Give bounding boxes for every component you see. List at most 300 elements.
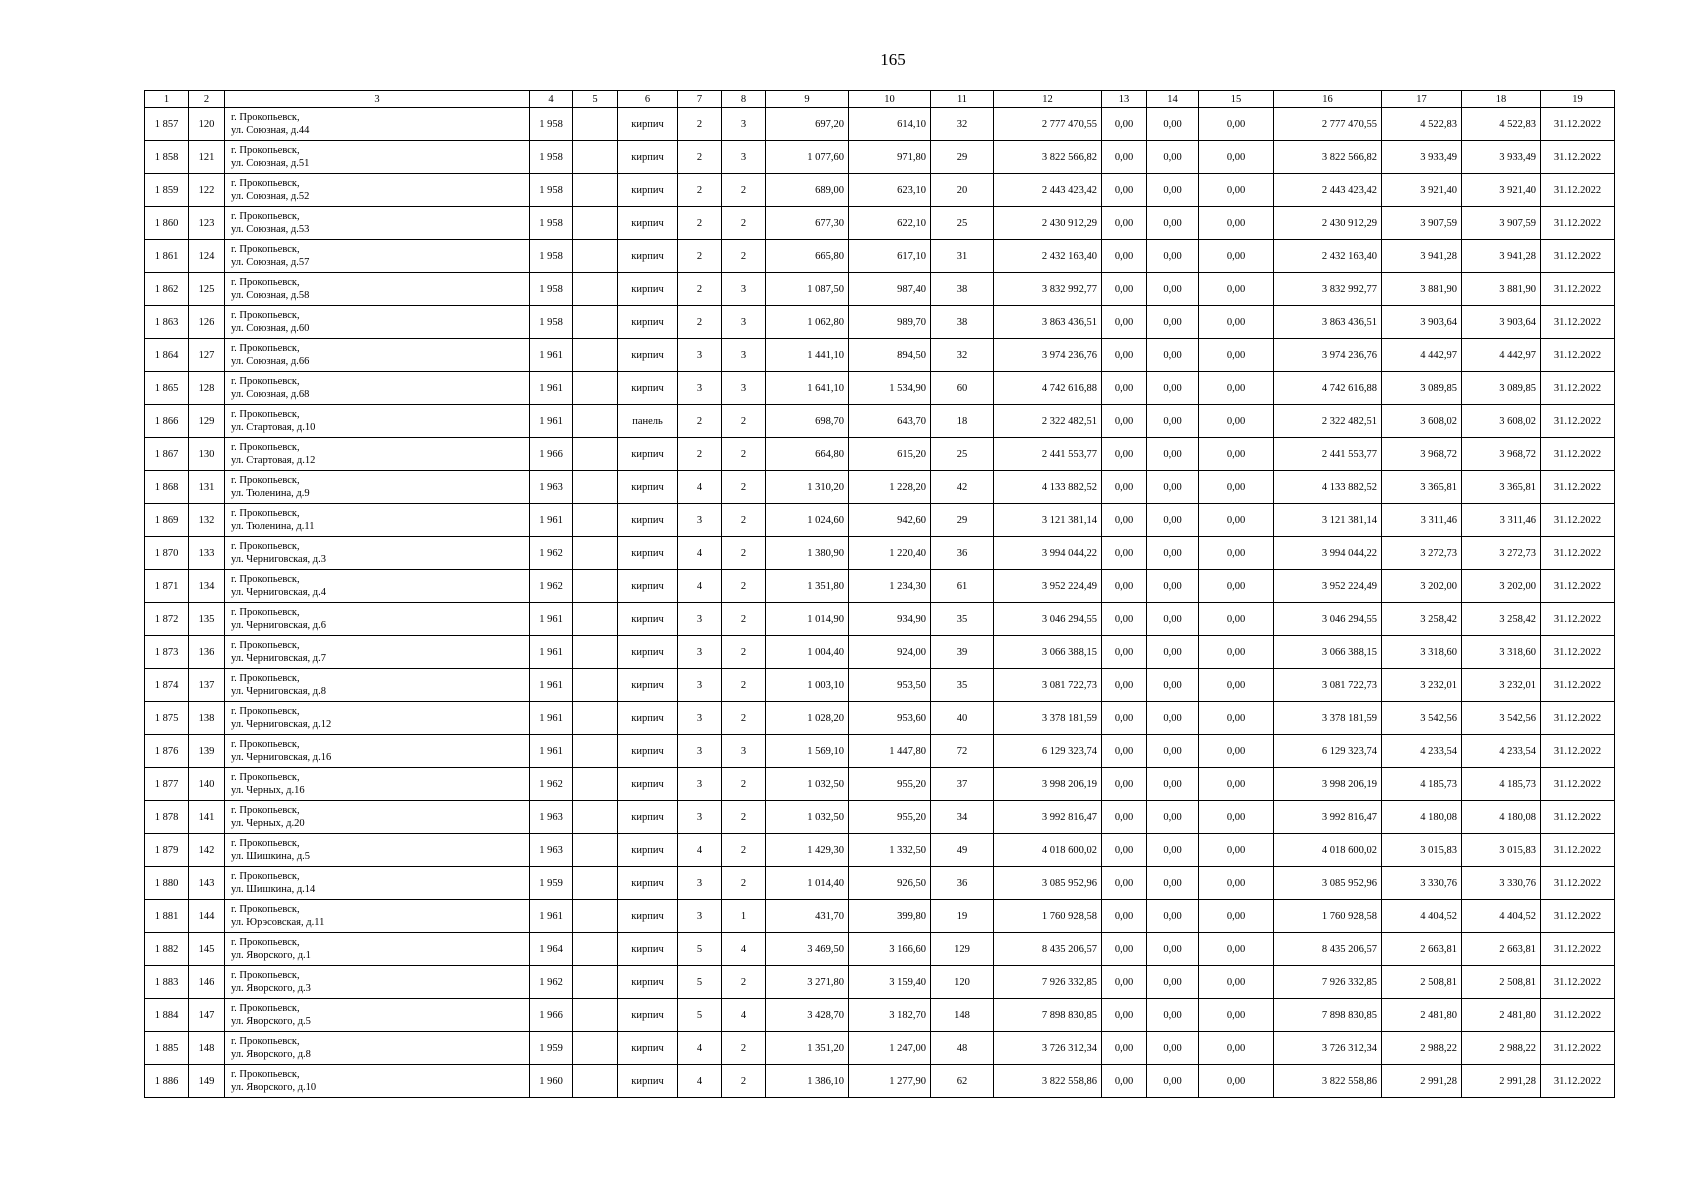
address-cell xyxy=(225,669,530,702)
cell-fl: 2 xyxy=(678,108,722,141)
cell-a9: 3 469,50 xyxy=(766,933,849,966)
cell-ent: 3 xyxy=(722,372,766,405)
cell-a9: 1 004,40 xyxy=(766,636,849,669)
table-row xyxy=(145,504,1615,537)
cell-mat: кирпич xyxy=(618,768,678,801)
cell-n: 1 872 xyxy=(145,603,189,636)
cell-c5 xyxy=(573,504,618,537)
cell-n: 1 857 xyxy=(145,108,189,141)
cell-fl: 3 xyxy=(678,372,722,405)
table-row xyxy=(145,834,1615,867)
address-cell xyxy=(225,339,530,372)
address-street: ул. Союзная, д.44 xyxy=(231,125,310,136)
cell-c18: 3 232,01 xyxy=(1462,669,1541,702)
address-cell xyxy=(225,735,530,768)
cell-a9: 1 386,10 xyxy=(766,1065,849,1098)
cell-fl: 3 xyxy=(678,669,722,702)
cell-fl: 2 xyxy=(678,438,722,471)
address-street: ул. Союзная, д.57 xyxy=(231,257,310,268)
address-cell xyxy=(225,504,530,537)
cell-c13: 0,00 xyxy=(1102,669,1147,702)
column-header-1: 1 xyxy=(145,91,189,108)
cell-a9: 1 351,80 xyxy=(766,570,849,603)
cell-year: 1 958 xyxy=(530,174,573,207)
cell-a9: 1 429,30 xyxy=(766,834,849,867)
cell-c14: 0,00 xyxy=(1147,636,1199,669)
cell-a9: 1 032,50 xyxy=(766,801,849,834)
address-city: г. Прокопьевск, xyxy=(231,640,300,651)
cell-date: 31.12.2022 xyxy=(1541,537,1615,570)
address-cell xyxy=(225,570,530,603)
cell-mat: кирпич xyxy=(618,900,678,933)
cell-idx: 147 xyxy=(189,999,225,1032)
cell-c18: 3 330,76 xyxy=(1462,867,1541,900)
address-street: ул. Юрэсовская, д.11 xyxy=(231,917,325,928)
cell-c18: 3 941,28 xyxy=(1462,240,1541,273)
cell-c14: 0,00 xyxy=(1147,108,1199,141)
cell-c18: 2 988,22 xyxy=(1462,1032,1541,1065)
cell-c17: 3 089,85 xyxy=(1382,372,1462,405)
cell-c14: 0,00 xyxy=(1147,1032,1199,1065)
cell-ent: 2 xyxy=(722,966,766,999)
cell-c11: 31 xyxy=(931,240,994,273)
cell-a9: 1 024,60 xyxy=(766,504,849,537)
cell-c15: 0,00 xyxy=(1199,735,1274,768)
cell-year: 1 966 xyxy=(530,438,573,471)
cell-n: 1 869 xyxy=(145,504,189,537)
cell-a10: 623,10 xyxy=(849,174,931,207)
cell-idx: 129 xyxy=(189,405,225,438)
cell-c18: 2 991,28 xyxy=(1462,1065,1541,1098)
cell-a9: 1 351,20 xyxy=(766,1032,849,1065)
cell-year: 1 961 xyxy=(530,900,573,933)
column-header-19: 19 xyxy=(1541,91,1615,108)
cell-c16: 3 992 816,47 xyxy=(1274,801,1382,834)
cell-mat: кирпич xyxy=(618,801,678,834)
cell-date: 31.12.2022 xyxy=(1541,933,1615,966)
cell-a10: 955,20 xyxy=(849,768,931,801)
cell-n: 1 874 xyxy=(145,669,189,702)
cell-c5 xyxy=(573,801,618,834)
cell-idx: 120 xyxy=(189,108,225,141)
cell-idx: 146 xyxy=(189,966,225,999)
cell-c14: 0,00 xyxy=(1147,504,1199,537)
cell-c16: 6 129 323,74 xyxy=(1274,735,1382,768)
cell-fl: 3 xyxy=(678,900,722,933)
cell-fl: 2 xyxy=(678,207,722,240)
cell-c11: 35 xyxy=(931,603,994,636)
cell-ent: 2 xyxy=(722,1032,766,1065)
address-street: ул. Черных, д.20 xyxy=(231,818,305,829)
column-header-10: 10 xyxy=(849,91,931,108)
cell-c17: 2 508,81 xyxy=(1382,966,1462,999)
cell-mat: кирпич xyxy=(618,867,678,900)
column-header-3: 3 xyxy=(225,91,530,108)
cell-a9: 1 087,50 xyxy=(766,273,849,306)
cell-fl: 4 xyxy=(678,834,722,867)
cell-fl: 4 xyxy=(678,537,722,570)
cell-c11: 148 xyxy=(931,999,994,1032)
cell-n: 1 884 xyxy=(145,999,189,1032)
cell-date: 31.12.2022 xyxy=(1541,603,1615,636)
cell-a10: 3 166,60 xyxy=(849,933,931,966)
cell-c18: 3 318,60 xyxy=(1462,636,1541,669)
address-city: г. Прокопьевск, xyxy=(231,409,300,420)
cell-fl: 3 xyxy=(678,504,722,537)
cell-c17: 3 272,73 xyxy=(1382,537,1462,570)
cell-ent: 2 xyxy=(722,801,766,834)
address-city: г. Прокопьевск, xyxy=(231,310,300,321)
cell-c15: 0,00 xyxy=(1199,768,1274,801)
cell-c12: 4 018 600,02 xyxy=(994,834,1102,867)
address-street: ул. Черниговская, д.16 xyxy=(231,752,332,763)
table-body xyxy=(145,108,1615,1098)
address-city: г. Прокопьевск, xyxy=(231,805,300,816)
cell-c16: 3 085 952,96 xyxy=(1274,867,1382,900)
cell-idx: 122 xyxy=(189,174,225,207)
column-header-17: 17 xyxy=(1382,91,1462,108)
cell-ent: 2 xyxy=(722,207,766,240)
column-header-13: 13 xyxy=(1102,91,1147,108)
cell-c12: 2 441 553,77 xyxy=(994,438,1102,471)
cell-c12: 3 066 388,15 xyxy=(994,636,1102,669)
cell-c5 xyxy=(573,240,618,273)
cell-fl: 4 xyxy=(678,570,722,603)
cell-c15: 0,00 xyxy=(1199,867,1274,900)
table-row xyxy=(145,240,1615,273)
cell-n: 1 881 xyxy=(145,900,189,933)
table-row xyxy=(145,933,1615,966)
cell-ent: 2 xyxy=(722,240,766,273)
table-row xyxy=(145,339,1615,372)
cell-c13: 0,00 xyxy=(1102,108,1147,141)
cell-c11: 72 xyxy=(931,735,994,768)
cell-c5 xyxy=(573,966,618,999)
cell-n: 1 877 xyxy=(145,768,189,801)
cell-c15: 0,00 xyxy=(1199,438,1274,471)
cell-n: 1 867 xyxy=(145,438,189,471)
cell-c11: 39 xyxy=(931,636,994,669)
column-header-5: 5 xyxy=(573,91,618,108)
cell-a10: 934,90 xyxy=(849,603,931,636)
cell-n: 1 879 xyxy=(145,834,189,867)
address-city: г. Прокопьевск, xyxy=(231,739,300,750)
cell-c15: 0,00 xyxy=(1199,174,1274,207)
cell-c16: 7 898 830,85 xyxy=(1274,999,1382,1032)
cell-c17: 3 232,01 xyxy=(1382,669,1462,702)
cell-mat: кирпич xyxy=(618,339,678,372)
cell-a10: 3 182,70 xyxy=(849,999,931,1032)
address-cell xyxy=(225,240,530,273)
cell-a10: 942,60 xyxy=(849,504,931,537)
cell-c12: 7 926 332,85 xyxy=(994,966,1102,999)
cell-mat: кирпич xyxy=(618,174,678,207)
address-street: ул. Тюленина, д.9 xyxy=(231,488,310,499)
column-header-2: 2 xyxy=(189,91,225,108)
address-city: г. Прокопьевск, xyxy=(231,904,300,915)
address-street: ул. Яворского, д.10 xyxy=(231,1082,317,1093)
cell-mat: кирпич xyxy=(618,702,678,735)
cell-c16: 7 926 332,85 xyxy=(1274,966,1382,999)
cell-year: 1 961 xyxy=(530,735,573,768)
cell-a10: 1 277,90 xyxy=(849,1065,931,1098)
address-street: ул. Черниговская, д.12 xyxy=(231,719,332,730)
cell-ent: 3 xyxy=(722,735,766,768)
cell-c16: 3 952 224,49 xyxy=(1274,570,1382,603)
cell-mat: кирпич xyxy=(618,207,678,240)
cell-ent: 2 xyxy=(722,1065,766,1098)
cell-c11: 60 xyxy=(931,372,994,405)
cell-c14: 0,00 xyxy=(1147,240,1199,273)
cell-c17: 3 258,42 xyxy=(1382,603,1462,636)
cell-c18: 3 903,64 xyxy=(1462,306,1541,339)
cell-c12: 6 129 323,74 xyxy=(994,735,1102,768)
cell-a10: 399,80 xyxy=(849,900,931,933)
cell-c5 xyxy=(573,1032,618,1065)
cell-c5 xyxy=(573,735,618,768)
cell-year: 1 958 xyxy=(530,141,573,174)
cell-c5 xyxy=(573,900,618,933)
housing-register-table xyxy=(144,90,1615,1098)
table-row xyxy=(145,471,1615,504)
cell-a9: 1 028,20 xyxy=(766,702,849,735)
cell-a10: 1 220,40 xyxy=(849,537,931,570)
table-row xyxy=(145,405,1615,438)
address-cell xyxy=(225,273,530,306)
cell-n: 1 863 xyxy=(145,306,189,339)
cell-c17: 2 988,22 xyxy=(1382,1032,1462,1065)
cell-a10: 989,70 xyxy=(849,306,931,339)
address-cell xyxy=(225,537,530,570)
cell-n: 1 886 xyxy=(145,1065,189,1098)
column-header-14: 14 xyxy=(1147,91,1199,108)
cell-c11: 18 xyxy=(931,405,994,438)
cell-c17: 3 330,76 xyxy=(1382,867,1462,900)
address-cell xyxy=(225,702,530,735)
table-row xyxy=(145,438,1615,471)
cell-c12: 3 992 816,47 xyxy=(994,801,1102,834)
cell-a9: 1 380,90 xyxy=(766,537,849,570)
cell-c12: 3 998 206,19 xyxy=(994,768,1102,801)
cell-year: 1 966 xyxy=(530,999,573,1032)
cell-c16: 3 726 312,34 xyxy=(1274,1032,1382,1065)
table-row xyxy=(145,636,1615,669)
cell-c11: 38 xyxy=(931,306,994,339)
cell-c11: 29 xyxy=(931,141,994,174)
cell-c17: 3 921,40 xyxy=(1382,174,1462,207)
cell-idx: 132 xyxy=(189,504,225,537)
cell-c16: 4 018 600,02 xyxy=(1274,834,1382,867)
address-city: г. Прокопьевск, xyxy=(231,772,300,783)
cell-year: 1 962 xyxy=(530,537,573,570)
cell-c12: 3 974 236,76 xyxy=(994,339,1102,372)
cell-fl: 2 xyxy=(678,405,722,438)
cell-c11: 25 xyxy=(931,207,994,240)
cell-c18: 3 258,42 xyxy=(1462,603,1541,636)
cell-c18: 4 404,52 xyxy=(1462,900,1541,933)
address-city: г. Прокопьевск, xyxy=(231,1069,300,1080)
cell-c5 xyxy=(573,834,618,867)
page-number: 165 xyxy=(880,50,906,69)
address-cell xyxy=(225,867,530,900)
cell-year: 1 963 xyxy=(530,471,573,504)
cell-c15: 0,00 xyxy=(1199,801,1274,834)
address-street: ул. Союзная, д.58 xyxy=(231,290,310,301)
cell-a10: 1 247,00 xyxy=(849,1032,931,1065)
cell-c16: 3 066 388,15 xyxy=(1274,636,1382,669)
cell-c16: 3 081 722,73 xyxy=(1274,669,1382,702)
cell-date: 31.12.2022 xyxy=(1541,735,1615,768)
cell-c11: 32 xyxy=(931,108,994,141)
address-cell xyxy=(225,603,530,636)
cell-c15: 0,00 xyxy=(1199,636,1274,669)
cell-date: 31.12.2022 xyxy=(1541,966,1615,999)
address-street: ул. Черниговская, д.6 xyxy=(231,620,327,631)
cell-c15: 0,00 xyxy=(1199,108,1274,141)
cell-c11: 25 xyxy=(931,438,994,471)
cell-ent: 2 xyxy=(722,537,766,570)
cell-date: 31.12.2022 xyxy=(1541,867,1615,900)
table-row xyxy=(145,735,1615,768)
address-street: ул. Шишкина, д.5 xyxy=(231,851,311,862)
cell-idx: 123 xyxy=(189,207,225,240)
address-street: ул. Яворского, д.1 xyxy=(231,950,311,961)
cell-c11: 36 xyxy=(931,867,994,900)
cell-year: 1 961 xyxy=(530,702,573,735)
cell-c17: 3 608,02 xyxy=(1382,405,1462,438)
cell-c18: 3 365,81 xyxy=(1462,471,1541,504)
cell-c16: 3 994 044,22 xyxy=(1274,537,1382,570)
cell-year: 1 958 xyxy=(530,240,573,273)
cell-mat: кирпич xyxy=(618,306,678,339)
cell-ent: 2 xyxy=(722,603,766,636)
cell-c5 xyxy=(573,174,618,207)
cell-c15: 0,00 xyxy=(1199,471,1274,504)
cell-c13: 0,00 xyxy=(1102,471,1147,504)
cell-c15: 0,00 xyxy=(1199,1065,1274,1098)
cell-c16: 4 133 882,52 xyxy=(1274,471,1382,504)
cell-c13: 0,00 xyxy=(1102,504,1147,537)
cell-c16: 2 432 163,40 xyxy=(1274,240,1382,273)
cell-idx: 135 xyxy=(189,603,225,636)
cell-c17: 3 318,60 xyxy=(1382,636,1462,669)
cell-c5 xyxy=(573,867,618,900)
cell-c11: 129 xyxy=(931,933,994,966)
cell-n: 1 861 xyxy=(145,240,189,273)
cell-c15: 0,00 xyxy=(1199,603,1274,636)
cell-year: 1 962 xyxy=(530,966,573,999)
cell-idx: 149 xyxy=(189,1065,225,1098)
cell-date: 31.12.2022 xyxy=(1541,174,1615,207)
column-header-11: 11 xyxy=(931,91,994,108)
cell-c5 xyxy=(573,405,618,438)
cell-c14: 0,00 xyxy=(1147,306,1199,339)
cell-c16: 3 378 181,59 xyxy=(1274,702,1382,735)
cell-c12: 3 994 044,22 xyxy=(994,537,1102,570)
cell-c14: 0,00 xyxy=(1147,933,1199,966)
cell-c18: 2 663,81 xyxy=(1462,933,1541,966)
cell-year: 1 962 xyxy=(530,570,573,603)
cell-c16: 2 777 470,55 xyxy=(1274,108,1382,141)
cell-c18: 4 522,83 xyxy=(1462,108,1541,141)
address-cell xyxy=(225,306,530,339)
cell-c12: 4 742 616,88 xyxy=(994,372,1102,405)
address-cell xyxy=(225,438,530,471)
cell-ent: 2 xyxy=(722,471,766,504)
cell-a9: 1 014,90 xyxy=(766,603,849,636)
cell-a10: 1 534,90 xyxy=(849,372,931,405)
column-header-16: 16 xyxy=(1274,91,1382,108)
cell-c11: 49 xyxy=(931,834,994,867)
cell-date: 31.12.2022 xyxy=(1541,999,1615,1032)
cell-fl: 2 xyxy=(678,306,722,339)
address-city: г. Прокопьевск, xyxy=(231,937,300,948)
cell-c17: 4 180,08 xyxy=(1382,801,1462,834)
cell-a10: 926,50 xyxy=(849,867,931,900)
cell-mat: кирпич xyxy=(618,108,678,141)
cell-date: 31.12.2022 xyxy=(1541,240,1615,273)
cell-c18: 3 089,85 xyxy=(1462,372,1541,405)
column-header-4: 4 xyxy=(530,91,573,108)
cell-idx: 144 xyxy=(189,900,225,933)
cell-c15: 0,00 xyxy=(1199,207,1274,240)
cell-n: 1 870 xyxy=(145,537,189,570)
cell-date: 31.12.2022 xyxy=(1541,1032,1615,1065)
cell-year: 1 958 xyxy=(530,108,573,141)
cell-date: 31.12.2022 xyxy=(1541,570,1615,603)
cell-c15: 0,00 xyxy=(1199,999,1274,1032)
address-street: ул. Союзная, д.68 xyxy=(231,389,310,400)
cell-c5 xyxy=(573,636,618,669)
cell-fl: 5 xyxy=(678,966,722,999)
table-row xyxy=(145,669,1615,702)
cell-a10: 987,40 xyxy=(849,273,931,306)
cell-c18: 3 272,73 xyxy=(1462,537,1541,570)
cell-year: 1 959 xyxy=(530,867,573,900)
table-row xyxy=(145,207,1615,240)
cell-c14: 0,00 xyxy=(1147,1065,1199,1098)
cell-mat: кирпич xyxy=(618,999,678,1032)
cell-c16: 3 822 558,86 xyxy=(1274,1065,1382,1098)
cell-a10: 1 228,20 xyxy=(849,471,931,504)
cell-c13: 0,00 xyxy=(1102,834,1147,867)
table-row xyxy=(145,768,1615,801)
column-header-12: 12 xyxy=(994,91,1102,108)
address-cell xyxy=(225,900,530,933)
cell-year: 1 958 xyxy=(530,306,573,339)
cell-c11: 48 xyxy=(931,1032,994,1065)
address-city: г. Прокопьевск, xyxy=(231,277,300,288)
cell-c13: 0,00 xyxy=(1102,636,1147,669)
cell-c15: 0,00 xyxy=(1199,240,1274,273)
address-cell xyxy=(225,768,530,801)
cell-c14: 0,00 xyxy=(1147,801,1199,834)
address-cell xyxy=(225,933,530,966)
address-cell xyxy=(225,207,530,240)
cell-a9: 1 032,50 xyxy=(766,768,849,801)
cell-year: 1 961 xyxy=(530,372,573,405)
cell-c14: 0,00 xyxy=(1147,273,1199,306)
table-row xyxy=(145,1032,1615,1065)
cell-c18: 3 933,49 xyxy=(1462,141,1541,174)
cell-date: 31.12.2022 xyxy=(1541,405,1615,438)
cell-c13: 0,00 xyxy=(1102,867,1147,900)
cell-ent: 4 xyxy=(722,999,766,1032)
cell-ent: 2 xyxy=(722,438,766,471)
cell-n: 1 878 xyxy=(145,801,189,834)
cell-mat: кирпич xyxy=(618,1032,678,1065)
cell-idx: 145 xyxy=(189,933,225,966)
